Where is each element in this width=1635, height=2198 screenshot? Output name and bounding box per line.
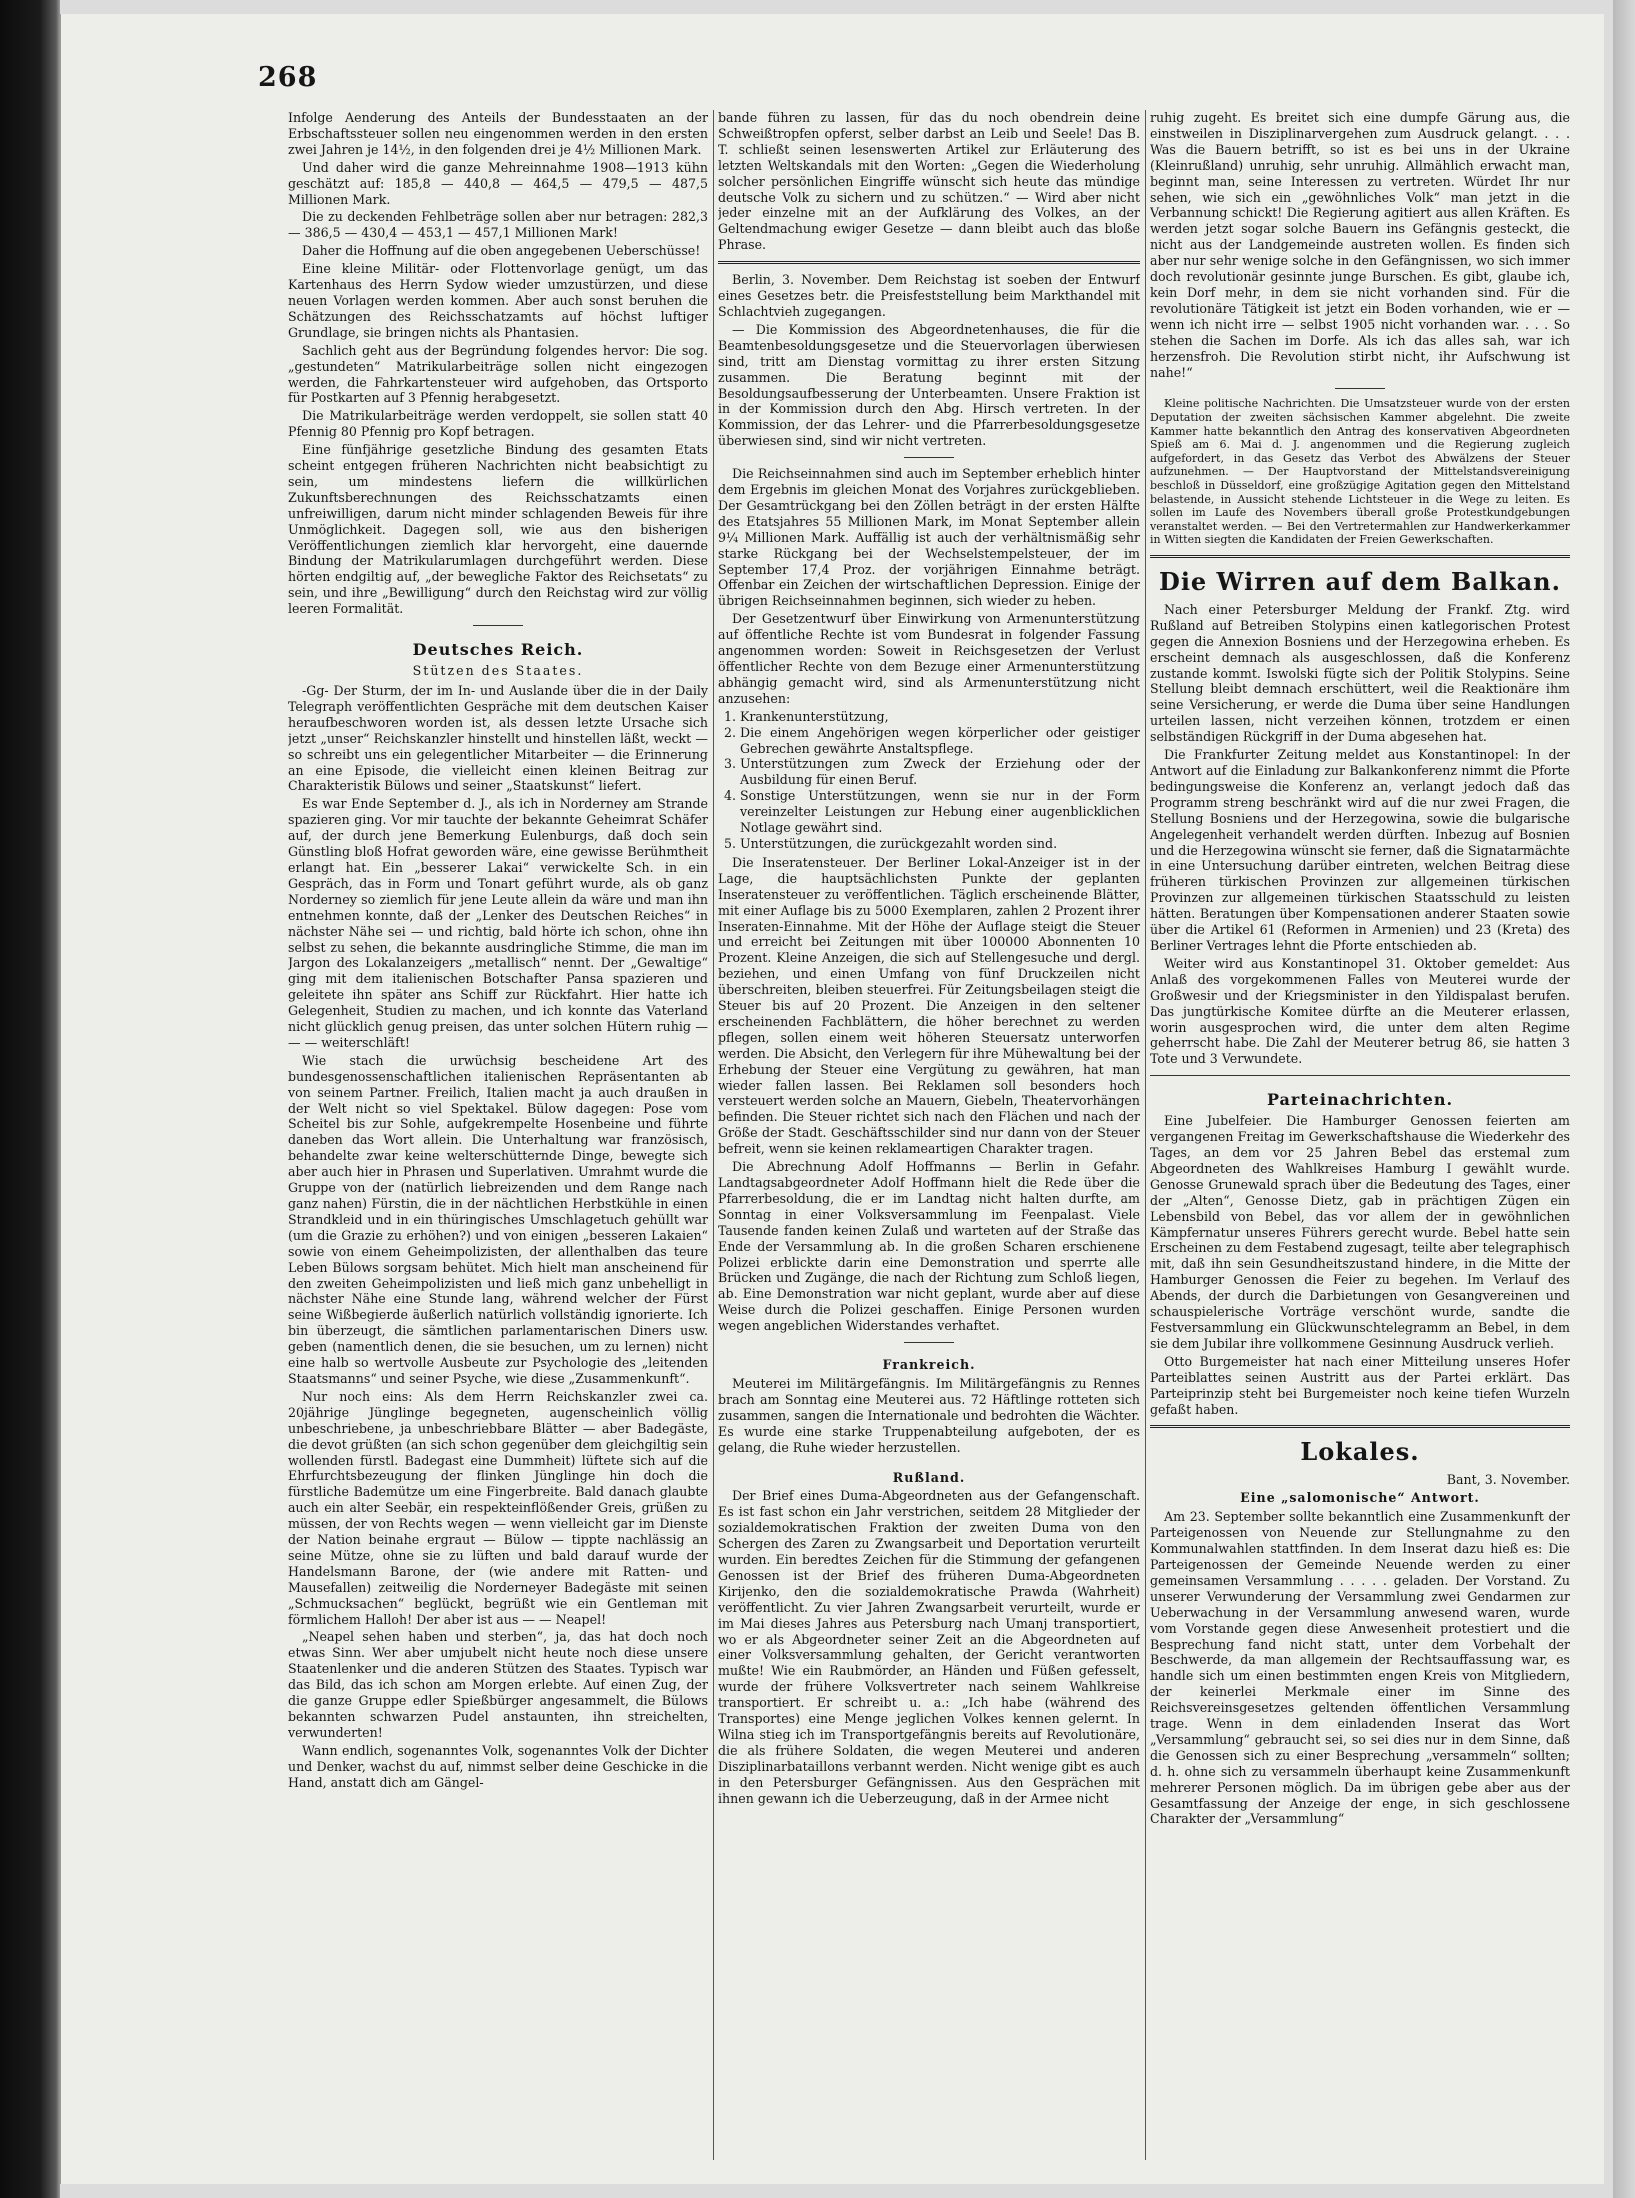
dateline: Bant, 3. November. bbox=[1446, 1472, 1570, 1488]
separator bbox=[1335, 388, 1385, 389]
separator bbox=[1150, 1075, 1570, 1076]
column-1 bbox=[288, 110, 708, 2170]
separator bbox=[1150, 555, 1570, 558]
paragraph: bande führen zu lassen, für das du noch obendrein deine Schweißtropfen opferst, selber darbst an Leib und Seele! Das B. T. schließt seinen lesenswerten Artikel zur Erläuterung des letzten Weltskandals mit den Worten: „Gegen die Wiederholung solcher persönlichen Eingriffe wünscht sich heute das mündige deutsche Volk zu sichern und zu schützen.“ — Wird aber nicht jeder einzelne mit an der Aufklärung des Volkes, an der Geltendmachung ewiger Gesetze — dann bleibt auch das bloße Phrase. bbox=[718, 110, 1140, 253]
paragraph: Die Matrikularbeiträge werden verdoppelt, sie sollen statt 40 Pfennig 80 Pfennig pro Kopf betragen. bbox=[288, 408, 708, 440]
paragraph: Otto Burgemeister hat nach einer Mitteilung unseres Hofer Parteiblattes seinen Austritt aus der Partei erklärt. Das Parteiprinzip steht bei Burgemeister noch keine tiefen Wurzeln gefaßt haben. bbox=[1150, 1353, 1570, 1417]
paragraph: Es war Ende September d. J., als ich in Norderney am Strande spazieren ging. Vor mir tauchte der bekannte Geheimrat Schäfer auf, der durch jene Bemerkung Eulenburgs, daß doch sein Günstling bloß Hofrat geworden wäre, eine gewisse Berühmtheit erlangt hat. Ein „besserer Lakai“ verwickelte Sch. in ein Gespräch, das in Form und Tonart geführt wurde, als ob ganz Norderney so ziemlich für jene Leute allein da wäre und man ihn entnehmen konnte, daß der „Lenker des Deutschen Reiches“ in nächster Nähe sei — und richtig, bald hörte ich schon, ohne ihn selbst zu sehen, die bekannte ausdringliche Stimme, die man im Jargon des Lokalanzeigers „metallisch“ nennt. Der „Gewaltige“ ging mit dem italienischen Botschafter Pansa spazieren und geleitete ihn später ans Schiff zur Rückfahrt. Hier hatte ich Gelegenheit, Studien zu machen, und ich konnte das Vaterland nicht glücklich genug preisen, das unter solchen Hütern ruhig — — — weiterschläft! bbox=[288, 796, 708, 1050]
paragraph: Wann endlich, sogenanntes Volk, sogenanntes Volk der Dichter und Denker, wachst du auf, nimmst selber deine Geschicke in die Hand, anstatt dich am Gängel- bbox=[288, 1742, 708, 1790]
paragraph: Nur noch eins: Als dem Herrn Reichskanzler zwei ca. 20jährige Jünglinge begegneten, augenscheinlich völlig unbeschriebene, ja unbeschriebbare Blätter — aber Badegäste, die devot grüßten (an sich schon gegenüber dem gleichgiltig sein wollenden fürstl. Badegast eine Dummheit) lüftete sich auf die Ehrfurchtsbezeugung der flinken Jünglinge hin doch die fürstliche Bademütze um eine Fingerbreite. Bald danach glaubte auch ein alter Seebär, ein respekteinflößender Greis, grüßen zu müssen, der von Rechts wegen — wenn vielleicht gar im Dienste der Nation beinahe ergraut — Bülow — tippte nachlässig an seine Mütze, ohne sie zu lüften und bald darauf wurde der Handelsmann Barone, der (wie andere mit Ratten- und Mausefallen) zeitweilig die Norderneyer Badegäste mit seinen „Schmucksachen“ beglückt, begrüßt wie ein Gentleman mit förmlichem Halloh! Der aber ist aus — — Neapel! bbox=[288, 1388, 708, 1627]
separator bbox=[473, 625, 523, 626]
page-number: 268 bbox=[258, 62, 318, 93]
article-heading: Stützen des Staates. bbox=[412, 663, 584, 679]
separator bbox=[1150, 1425, 1570, 1428]
paragraph: Die Abrechnung Adolf Hoffmanns — Berlin in Gefahr. Landtagsabgeordneter Adolf Hoffmann hielt die Rede über die Pfarrerbesoldung, die er im Landtag nicht halten durfte, am Sonntag in einer Volksversammlung im Feenpalast. Viele Tausende fanden keinen Zulaß und warteten auf der Straße das Ende der Versammlung ab. In die großen Scharen erschienene Polizei erblickte darin eine Demonstration und sperrte alle Brücken und Zugänge, die nach der Richtung zum Schloß liegen, ab. Eine Demonstration war nicht geplant, wurde aber auf diese Weise durch die Polizei geschaffen. Einige Personen wurden wegen angeblichen Widerstandes verhaftet. bbox=[718, 1159, 1140, 1334]
paragraph: Wie stach die urwüchsig bescheidene Art des bundesgenossenschaftlichen italienischen Repräsentanten ab von seinem Partner. Freilich, Italien macht ja auch draußen in der Welt nicht so viel Spektakel. Bülow dagegen: Pose vom Scheitel bis zur Sohle, aufgekrempelte Hosenbeine und führte daneben das Wort allein. Die Unterhaltung war französisch, behandelte zwar keine welterschütternde Dinge, bewegte sich aber auch hier in Phrasen und Superlativen. Umrahmt wurde die Gruppe von der (natürlich liebreizenden und dem Range nach ganz nahen) Fürstin, die in der nächtlichen Herbstkühle in einen Strandkleid und in ein thüringisches Umschlagetuch gehüllt war (um die Grazie zu erhöhen?) und von einigen „besseren Lakaien“ sowie von einem Geheimpolizisten, der allenthalben das teure Leben Bülows sorgsam behütet. Mich hielt man anscheinend für den zweiten Geheimpolizisten und ließ mich ganz unbehelligt in nächster Nähe eine Stunde lang, während welcher der Fürst seine Wißbegierde äußerlich natürlich vollständig ignorierte. Ich bin überzeugt, die sämtlichen parlamentarischen Diners usw. geben (namentlich denen, die sie besuchen, um zu lernen) nicht eine halb so wertvolle Ausbeute zur Psychologie des „leitenden Staatsmanns“ und seiner Psyche, wie diese „Zusammenkunft“. bbox=[288, 1052, 708, 1386]
column-rule-2 bbox=[1145, 110, 1146, 2160]
book-binding-edge bbox=[0, 0, 60, 2198]
paragraph: Eine Jubelfeier. Die Hamburger Genossen feierten am vergangenen Freitag im Gewerkschaftshause die Wiederkehr des Tages, an dem vor 25 Jahren Bebel das erstemal zum Abgeordneten des Wahlkreises Hamburg I gewählt wurde. Genosse Grunewald sprach über die Bedeutung des Tages, einer der „Alten“, Genosse Dietz, gab in prächtigen Zügen ein Lebensbild von Bebel, das vor allem der in gewöhnlichen Kämpfernatur unseres Führers gerecht wurde. Bebel hatte sein Erscheinen zu dem Festabend zugesagt, teilte aber telegraphisch mit, daß ihn sein Gesundheitszustand hindere, in die Mitte der Hamburger Genossen die Feier zu begehen. Im Verlauf des Abends, der durch die Darbietungen von Gesangvereinen und schauspielerische Vorträge verschönt wurde, sandte die Festversammlung ein Glückwunschtelegramm an Bebel, in dem sie dem Jubilar ihre vollkommene Gesinnung Ausdruck verlieh. bbox=[1150, 1113, 1570, 1351]
list-item: 5. Unterstützungen, die zurückgezahlt worden sind. bbox=[740, 836, 1140, 852]
section-heading: Die Wirren auf dem Balkan. bbox=[1159, 566, 1561, 596]
paragraph: Infolge Aenderung des Anteils der Bundesstaaten an der Erbschaftssteuer sollen neu eingenommen werden in den ersten zwei Jahren je 14½, in den folgenden drei je 4½ Millionen Mark. bbox=[288, 110, 708, 157]
paragraph: Eine fünfjährige gesetzliche Bindung des gesamten Etats scheint entgegen früheren Nachrichten nicht beabsichtigt zu sein, um mindestens liefern die willkürlichen Zukunftsberechnungen des Reichsschatzamts einen unfreiwilligen, darum nicht minder schlagenden Beweis für ihre Unmöglichkeit. Dagegen soll, wie aus den bisherigen Veröffentlichungen ziemlich klar hervorgeht, eine dauernde Bindung der Matrikularumlagen durchgeführt werden. Diese hörten endgiltig auf, „der bewegliche Faktor des Reichsetats“ zu sein, und ihre „Bewilligung“ durch den Reichstag wird zur völlig leeren Formalität. bbox=[288, 442, 708, 617]
list-item: 2. Die einem Angehörigen wegen körperlicher oder geistiger Gebrechen gewährte Anstaltspflege. bbox=[740, 725, 1140, 757]
section-heading: Parteinachrichten. bbox=[1266, 1090, 1454, 1110]
paragraph: Nach einer Petersburger Meldung der Frankf. Ztg. wird Rußland auf Betreiben Stolypins einen katlegorischen Protest gegen die Annexion Bosniens und der Herzegowina erheben. Es erscheint demnach als ausgeschlossen, daß die Konferenz zustande kommt. Iswolski fügte sich der Politik Stolypins. Seine Stellung bleibt demnach erschüttert, weil die Reaktionäre ihm seine Versicherung, er werde die Duma über seine Handlungen urteilen lassen, nicht verzeihen können, trotzdem er einen selbständigen Rückgriff in der Duma abgesehen hat. bbox=[1150, 601, 1570, 745]
paragraph: Weiter wird aus Konstantinopel 31. Oktober gemeldet: Aus Anlaß des vorgekommenen Falles von Meuterei wurde der Großwesir und der Kriegsminister in den Yildispalast berufen. Das jungtürkische Komitee dürfte an die Meuterer erlassen, worin ausgesprochen wird, die unter dem alten Regime geherrscht habe. Die Zahl der Meuterer betrug 86, sie hatten 3 Tote und 3 Verwundete. bbox=[1150, 955, 1570, 1067]
paragraph: Und daher wird die ganze Mehreinnahme 1908—1913 kühn geschätzt auf: 185,8 — 440,8 — 464,5 — 479,5 — 487,5 Millionen Mark. bbox=[288, 159, 708, 207]
paragraph: Der Gesetzentwurf über Einwirkung von Armenunterstützung auf öffentliche Rechte ist vom Bundesrat in folgender Fassung angenommen worden: Soweit in Reichsgesetzen der Verlust öffentlicher Rechte von dem Bezuge einer Armenunterstützung abhängig gemacht wird, sind als Armenunterstützung nicht anzusehen: bbox=[718, 611, 1140, 706]
paragraph: Kleine politische Nachrichten. Die Umsatzsteuer wurde von der ersten Deputation der zweiten sächsischen Kammer abgelehnt. Die zweite Kammer hatte bekanntlich den Antrag des konservativen Abgeordneten Spieß am 6. Mai d. J. angenommen und die Regierung zugleich aufgefordert, in das Gesetz das Verbot des Abwälzens der Steuer aufzunehmen. — Der Hauptvorstand der Mittelstandsvereinigung beschloß in Düsseldorf, eine großzügige Agitation gegen den Mittelstand belastende, in Aussicht stehende Lichtsteuer in die Wege zu leiten. Es sollen im Laufe des Novembers überall große Protestkundgebungen veranstaltet werden. — Bei den Vertretermahlen zur Handwerkerkammer in Witten siegten die Kandidaten der Freien Gewerkschaften. bbox=[1150, 397, 1570, 547]
paragraph: Eine kleine Militär- oder Flottenvorlage genügt, um das Kartenhaus des Herrn Sydow wieder umzustürzen, und diese neuen Vorlagen werden kommen. Aber auch sonst beruhen die Schätzungen des Reichsschatzamts auf höchst luftiger Grundlage, sie bringen nichts als Phantasien. bbox=[288, 261, 708, 340]
paragraph: Die zu deckenden Fehlbeträge sollen aber nur betragen: 282,3 — 386,5 — 430,4 — 453,1 — 457,1 Millionen Mark! bbox=[288, 209, 708, 241]
paragraph: Daher die Hoffnung auf die oben angegebenen Ueberschüsse! bbox=[302, 243, 701, 259]
paragraph: ruhig zugeht. Es breitet sich eine dumpfe Gärung aus, die einstweilen in Disziplinarvergehen zum Ausdruck gelangt. . . . Was die Bauern betrifft, so ist es bei uns in der Ukraine (Kleinrußland) unruhig, sehr unruhig. Allmählich erwacht man, beginnt man, seine Interessen zu vertreten. Würdet Ihr nur sehen, wie sich ein „gewöhnliches Volk“ man jetzt in die Verbannung schickt! Die Regierung agitiert aus allen Kräften. Es werden jetzt sogar solche Bauern ins Gefängnis gesteckt, die nicht aus der Landgemeinde austreten wollen. Es finden sich aber nur sehr wenige solche in den Gefängnissen, wo sich immer doch revolutionär gesinnte junge Burschen. Es gibt, glaube ich, kein Dorf mehr, in dem sie nicht vorhanden sind. Für die revolutionäre Tätigkeit ist jetzt ein Boden vorhanden, wie er — wenn ich nicht irre — selbst 1905 nicht vorhanden war. . . . So stehen die Sachen im Dorfe. Als ich das alles sah, war ich herzensfroh. Die Revolution stirbt nicht, ihr Aufschwung ist nahe!“ bbox=[1150, 110, 1570, 380]
section-heading: Rußland. bbox=[892, 1469, 966, 1485]
column-2 bbox=[718, 110, 1140, 2170]
list-item: 1. Krankenunterstützung, bbox=[740, 709, 1140, 725]
page-right-margin bbox=[1613, 0, 1635, 2198]
paragraph: Berlin, 3. November. Dem Reichstag ist soeben der Entwurf eines Gesetzes betr. die Preisfeststellung beim Markthandel mit Schlachtvieh zugegangen. bbox=[718, 272, 1140, 319]
column-3 bbox=[1150, 110, 1570, 2170]
separator bbox=[904, 1342, 954, 1343]
separator bbox=[904, 457, 954, 458]
list-item: 4. Sonstige Unterstützungen, wenn sie nur in der Form vereinzelter Leistungen zur Hebung einer augenblicklichen Notlage gewährt sind. bbox=[740, 788, 1140, 836]
list-item: 3. Unterstützungen zum Zweck der Erziehung oder der Ausbildung für einen Beruf. bbox=[740, 756, 1140, 788]
paragraph: „Neapel sehen haben und sterben“, ja, das hat doch noch etwas Sinn. Wer aber umjubelt nicht heute noch diese unsere Staatenlenker und die anderen Stützen des Staates. Typisch war das Bild, das ich schon am Morgen erlebte. Auf einen Zug, der die ganze Gruppe edler Spießbürger angesammelt, die Bülows bekannten schwarzen Pudel anstaunten, ihn streichelten, verwunderten! bbox=[288, 1629, 708, 1740]
paragraph: Am 23. September sollte bekanntlich eine Zusammenkunft der Parteigenossen von Neuende zur Stellungnahme zu den Kommunalwahlen stattfinden. In dem Inserat dazu hieß es: Die Parteigenossen der Gemeinde Neuende werden zu einer gemeinsamen Versammlung . . . . . geladen. Der Vorstand. Zu unserer Verwunderung der Versammlung zwei Gendarmen zur Ueberwachung in der Versammlung anwesend waren, wurde vom Vorstande gegen diese Anwesenheit protestiert und die Besprechung fand nicht statt, unter dem Vorbehalt der Beschwerde, da man allgemein der Rechtsauffassung war, es handle sich um einen bestimmten engen Kreis von Mitgliedern, der keinerlei Merkmale einer im Sinne des Reichsvereinsgesetzes geltenden öffentlichen Versammlung trage. Wenn in dem einladenden Inserat das Wort „Versammlung“ gebraucht sei, so sei dies nur in dem Sinne, daß die Genossen sich zu einer Besprechung „versammeln“ sollten; d. h. ohne sich zu versammeln überhaupt keine Zusammenkunft mehrerer Personen möglich. Da im übrigen gebe aber aus der Gesamtfassung der Anzeige der enge, in sich geschlossene Charakter der „Versammlung“ bbox=[1150, 1509, 1570, 1827]
numbered-list bbox=[718, 709, 1140, 852]
paragraph: Meuterei im Militärgefängnis. Im Militärgefängnis zu Rennes brach am Sonntag eine Meuterei aus. 72 Häftlinge rotteten sich zusammen, sangen die Internationale und bedrohten die Wächter. Es wurde eine starke Truppenabteilung aufgeboten, der es gelang, die Ruhe wieder herzustellen. bbox=[718, 1375, 1140, 1455]
section-heading: Frankreich. bbox=[882, 1357, 976, 1373]
section-heading: Deutsches Reich. bbox=[412, 640, 584, 660]
paragraph: — Die Kommission des Abgeordnetenhauses, die für die Beamtenbesoldungsgesetze und die Steuervorlagen überwiesen sind, tritt am Dienstag vormittag zu ihrer ersten Sitzung zusammen. Die Beratung beginnt mit der Besoldungsaufbesserung der Unterbeamten. Unsere Fraktion ist in der Kommission durch den Abg. Hirsch vertreten. In der Kommission, der das Lehrer- und die Pfarrerbesoldungsgesetze überwiesen sind, sind wir nicht vertreten. bbox=[718, 321, 1140, 449]
paragraph: Die Reichseinnahmen sind auch im September erheblich hinter dem Ergebnis im gleichen Monat des Vorjahres zurückgeblieben. Der Gesamtrückgang bei den Zöllen beträgt in der ersten Hälfte des Etatsjahres 55 Millionen Mark, im Monat September allein 9¼ Millionen Mark. Auffällig ist auch der verhältnismäßig sehr starke Rückgang bei der Wechselstempelsteuer, der im September 17,4 Proz. der vorjährigen Einnahme beträgt. Offenbar ein Zeichen der wirtschaftlichen Depression. Einige der übrigen Reichseinnahmen beginnen, sich wieder zu heben. bbox=[718, 466, 1140, 609]
section-heading: Lokales. bbox=[1300, 1437, 1420, 1467]
paragraph: Sachlich geht aus der Begründung folgendes hervor: Die sog. „gestundeten“ Matrikularbeiträge sollen nicht eingezogen werden, die Fahrkartensteuer wird aufgehoben, das Ortsporto für Postkarten auf 3 Pfennig herabgesetzt. bbox=[288, 342, 708, 406]
column-rule-1 bbox=[713, 110, 714, 2160]
paragraph: Die Inseratensteuer. Der Berliner Lokal-Anzeiger ist in der Lage, die hauptsächlichsten Punkte der geplanten Inseratensteuer zu veröffentlichen. Täglich erscheinende Blätter, mit einer Auflage bis zu 5000 Exemplaren, zahlen 2 Prozent ihrer Inseraten-Einnahme. Mit der Höhe der Auflage steigt die Steuer und erreicht bei Zeitungen mit über 100000 Abonnenten 10 Prozent. Kleine Anzeigen, die sich auf Stellengesuche und dergl. beziehen, und einen Umfang von fünf Druckzeilen nicht überschreiten, bleiben steuerfrei. Für Zeitungsbeilagen steigt die Steuer bis auf 20 Prozent. Die Anzeigen in den seltener erscheinenden Fachblättern, die höher berechnet zu werden pflegen, sollen einem weit höheren Steuersatz unterworfen werden. Die Absicht, den Verlegern für ihre Mühewaltung bei der Erhebung der Steuer eine Vergütung zu gewähren, hat man wieder fallen lassen. Bei Reklamen soll besonders hoch versteuert werden solche an Mauern, Giebeln, Theatervorhängen befinden. Die Steuer richtet sich nach den Flächen und nach der Größe der Stadt. Geschäftsschilder sind nur dann von der Steuer befreit, wenn sie keinen reklameartigen Charakter tragen. bbox=[718, 854, 1140, 1157]
article-heading: Eine „salomonische“ Antwort. bbox=[1240, 1490, 1480, 1506]
paragraph: Die Frankfurter Zeitung meldet aus Konstantinopel: In der Antwort auf die Einladung zur Balkankonferenz nimmt die Pforte bedingungsweise die Konferenz an, verlangt jedoch daß das Programm streng beschränkt wird auf die nur zwei Fragen, die Stellung Bosniens und der Herzegowina, sowie die bulgarische Angelegenheit verhandelt werden dürften. Inbezug auf Bosnien und die Herzegowina wünscht sie ferner, daß die Signatarmächte in eine Untersuchung darüber eintreten, welchen Beitrag diese früheren türkischen Provinzen zur allgemeinen türkischen Provinzen zur allgemeinen türkischen Staatsschuld zu leisten hätten. Beratungen über Kompensationen anderer Staaten sowie über die Artikel 61 (Reformen in Armenien) und 23 (Kreta) des Berliner Vertrages lehnt die Pforte entschieden ab. bbox=[1150, 747, 1570, 953]
paragraph: -Gg- Der Sturm, der im In- und Auslande über die in der Daily Telegraph veröffentlichten Gespräche mit dem deutschen Kaiser heraufbeschworen worden ist, als dessen letzte Ursache sich jetzt „unser“ Reichskanzler hinstellt und hinstellen läßt, weckt — so schreibt uns ein gelegentlicher Mitarbeiter — die Erinnerung an eine Episode, die vielleicht einen kleinen Beitrag zur Charakteristik Bülows und seiner „Staatskunst“ liefert. bbox=[288, 683, 708, 794]
separator bbox=[718, 261, 1140, 264]
paragraph: Der Brief eines Duma-Abgeordneten aus der Gefangenschaft. Es ist fast schon ein Jahr verstrichen, seitdem 28 Mitglieder der sozialdemokratischen Fraktion der zweiten Duma von den Schergen des Zaren zu Zwangsarbeit und Deportation verurteilt wurden. Ein beredtes Zeichen für die Stimmung der gefangenen Genossen ist der Brief des früheren Duma-Abgeordneten Kirijenko, den die sozialdemokratische Prawda (Wahrheit) veröffentlicht. Zu vier Jahren Zwangsarbeit verurteilt, wurde er im Mai dieses Jahres aus Petersburg nach Umanj transportiert, wo er als Abgeordneter seiner Zeit an die Abgeordneten auf einer Volksversammlung gehalten, der Gericht verantworten mußte! Wie ein Raubmörder, an Händen und Füßen gefesselt, wurde der frühere Volksvertreter nach seinem Wahlkreise transportiert. Er schreibt u. a.: „Ich habe (während des Transportes) eine Menge jeglichen Volkes kennen gelernt. In Wilna stieg ich im Transportgefängnis bereits auf Revolutionäre, die als frühere Soldaten, die wegen Meuterei und anderen Disziplinarbataillons verbannt werden. Nicht wenige gibt es auch in den Petersburger Gefängnissen. Aus den Gesprächen mit ihnen gewann ich die Ueberzeugung, daß in der Armee nicht bbox=[718, 1488, 1140, 1806]
